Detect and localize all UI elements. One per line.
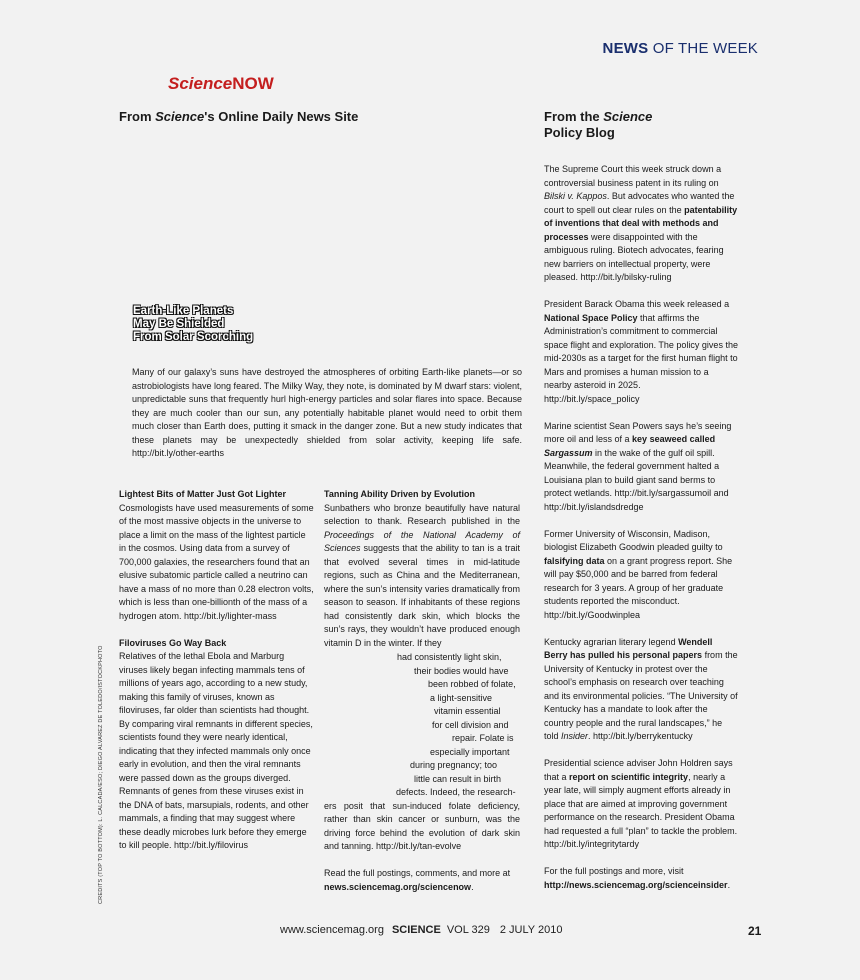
story-text: Sunbathers who bronze beautifully have natural selection to thank. Research published in the (324, 502, 520, 526)
column-middle (324, 488, 520, 650)
scienceinsider-link[interactable]: http://news.sciencemag.org/scienceinsider (544, 879, 728, 890)
publication-name: Insider (561, 731, 589, 741)
read-more (324, 867, 520, 894)
blog-read-more-text: For the full postings and more, visit (544, 866, 684, 876)
feature-body: Many of our galaxy’s suns have destroyed the atmospheres of orbiting Earth-like planets—or so astrobiologists have long feared. The Milky Way, they note, is dominated by M dwarf stars: violent, unpredictable suns that frequently hurl high-energy particles and solar flares into space. Because they are much cooler than our sun, any potentially habitable planet would need to orbit them much closer than Earth does, putting it smack in the danger zone. But a new study indicates that these planets may be unexpectedly shielded from solar activity, keeping life safe. http://bit.ly/other-earths (132, 367, 523, 458)
logo-science: Science (168, 74, 233, 93)
story-headline: Lightest Bits of Matter Just Got Lighter (119, 489, 287, 499)
footer-url[interactable]: www.sciencemag.org (280, 924, 384, 936)
story-text: suggests that the ability to tan is a trait that evolved several times in mid-latitude regions, such as China and the Mediterranean, where the sun’s intensity varies dramatically from season to season. If inhabitants of these regions had consistently dark skin, which blocks the sun’s rays, they wouldn’t have produced enough vitamin D in the winter. If they (324, 543, 520, 648)
wrap-line: for cell division and (432, 719, 509, 730)
story-headline: Filoviruses Go Way Back (119, 637, 227, 648)
story-body: Cosmologists have used measurements of some of the most massive objects in the universe to place a limit on the mass of the lightest particle in the cosmos. Using data from a survey of 700,000 galaxies, the researchers found that an elusive subatomic particle called a neutrino can have a mass of no more than 0.28 electron volts, which is less than one-billionth of the mass of a hydrogen atom. http://bit.ly/lighter-mass (119, 502, 314, 621)
blog-highlight-italic: Sargassum (544, 447, 593, 458)
right-section-heading (544, 109, 764, 141)
left-heading-suffix: 's Online Daily News Site (204, 109, 359, 124)
blog-text: Presidential science adviser John Holdren says that a (544, 758, 733, 782)
column-left (119, 488, 314, 853)
feature-title-line: May Be Shielded (133, 318, 225, 330)
read-more-end: . (471, 881, 474, 892)
blog-item (544, 420, 738, 515)
blog-text: The Supreme Court this week struck down a controversial business patent in its ruling on (544, 164, 722, 188)
journal-name: Proceedings of the National Academy of Sciences (324, 529, 520, 553)
blog-item (544, 528, 738, 623)
blog-read-more-end: . (727, 879, 731, 890)
read-more-text: Read the full postings, comments, and more at (324, 868, 511, 878)
feature-title-line: From Solar Scorching (133, 331, 254, 343)
story-headline: Tanning Ability Driven by Evolution (324, 489, 476, 499)
blog-text: . But advocates who wanted the court to spell out clear rules on the (544, 191, 735, 215)
wrap-line: during pregnancy; too (410, 760, 498, 770)
blog-item (544, 163, 738, 285)
feature-title-line: Earth-Like Planets (133, 305, 234, 317)
page-number: 21 (748, 924, 762, 938)
blog-text: Marine scientist Sean Powers says he’s seeing more oil and less of a (544, 420, 732, 444)
blog-text: . http://bit.ly/berrykentucky (588, 731, 693, 741)
story-body (324, 502, 520, 651)
right-heading-line2: Policy Blog (544, 125, 615, 140)
left-heading-science: Science (155, 109, 205, 124)
blog-highlight: National Space Policy (544, 312, 638, 323)
wrap-line: been robbed of folate, (428, 679, 516, 689)
right-heading-prefix: From the (544, 109, 604, 124)
photo-credit: CREDITS (TOP TO BOTTOM): L. CALCADA/ESO; DIEGO ALVAREZ DE TOLEDO/ISTOCKPHOTO (98, 645, 104, 904)
footer-volume: VOL 329 (446, 924, 490, 936)
story-text: ers posit that sun-induced folate deficiency, rather than skin cancer or sunburn, was the driving force behind the evolution of dark skin and tanning. http://bit.ly/tan-evolve (324, 800, 520, 851)
wrap-line: repair. Folate is (452, 733, 514, 743)
story-body: Relatives of the lethal Ebola and Marburg viruses likely began infecting mammals tens of millions of years ago, according to a new study, making this family of viruses, known as filoviruses, far older than scientists had thought. By comparing viral remnants in different species, scientists found they were nearly identical, indicating that they infected mammals only once early in evolution, and then the viral remnants were passed down as the groups diverged. Remnants of genes from these viruses exist in the DNA of bats, marsupials, rodents, and other mammals, a finding that may suggest where these deadly microbes lurk before they emerge to kill people. http://bit.ly/filovirus (119, 651, 313, 850)
column-right (544, 163, 738, 892)
blog-highlight: patentability of inventions that deal with methods and processes (544, 204, 738, 242)
wrap-line: had consistently light skin, (397, 652, 502, 662)
wrap-line: a light-sensitive (430, 692, 493, 703)
section-header (603, 40, 758, 57)
left-heading-prefix: From (119, 109, 156, 124)
blog-item (544, 636, 738, 744)
wrapped-text-block (324, 651, 520, 894)
wrap-line: vitamin essential (434, 706, 501, 716)
blog-item (544, 757, 738, 852)
wrap-line: their bodies would have (414, 665, 509, 676)
section-header-rest: OF THE WEEK (652, 40, 758, 57)
page-footer (280, 924, 562, 936)
footer-date: 2 JULY 2010 (499, 924, 563, 936)
blog-item (544, 298, 738, 406)
blog-highlight: key seaweed called (632, 434, 716, 444)
case-name: Bilski v. Kappos (544, 191, 607, 201)
blog-text: that affirms the Administration’s commitment to commercial space flight and exploration. The policy gives the mid-2030s as a target for the first human flight to Mars and promises a human mission to a nearby asteroid in 2025. http://bit.ly/space_policy (544, 312, 738, 404)
left-section-heading (119, 109, 358, 124)
feature-title (133, 305, 303, 344)
wrap-line: especially important (430, 746, 510, 757)
blog-highlight: falsifying data (544, 555, 605, 566)
sciencenow-link[interactable]: news.sciencemag.org/sciencenow (324, 881, 472, 892)
footer-journal: SCIENCE (391, 924, 441, 936)
blog-text: President Barack Obama this week released a (544, 299, 730, 309)
wrap-line: defects. Indeed, the research- (396, 787, 516, 797)
blog-highlight: Wendell Berry has pulled his personal papers (544, 636, 713, 660)
sciencenow-logo (168, 74, 274, 94)
blog-text: , nearly a year late, will simply augment efforts already in place that are aimed at improving government performance on the research. President Obama had requested a full “plan” to tackle the problem. http://bit.ly/integritytardy (544, 771, 738, 849)
blog-text: were disappointed with the ambiguous ruling. Biotech advocates, fearing new barriers on intellectual property, were pleased. http://bit.ly/bilsky-ruling (544, 231, 724, 282)
blog-text: in the wake of the gulf oil spill. Meanwhile, the federal government halted a Louisiana plan to build giant sand berms to protect wetlands. http://bit.ly/sargassumoil and http://bit.ly/islandsdredge (544, 447, 729, 512)
blog-text: Kentucky agrarian literary legend (544, 636, 679, 647)
logo-now: NOW (232, 74, 274, 93)
wrap-line: little can result in birth (414, 773, 502, 784)
right-heading-science: Science (603, 109, 653, 124)
blog-read-more (544, 865, 738, 892)
blog-text: from the University of Kentucky in protest over the school’s emphasis on research over teaching and its environmental policies. “The University of Kentucky has a mandate to look after the country people and the rural landscapes,” he told (544, 650, 738, 741)
blog-text: Former University of Wisconsin, Madison, biologist Elizabeth Goodwin pleaded guilty to (544, 528, 723, 552)
blog-text: on a grant progress report. She will pay $50,000 and be barred from federal research for 3 years. A group of her graduate students reported the misconduct. http://bit.ly/Goodwinplea (544, 555, 733, 620)
section-header-news: NEWS (602, 40, 649, 57)
blog-highlight: report on scientific integrity (569, 771, 689, 782)
